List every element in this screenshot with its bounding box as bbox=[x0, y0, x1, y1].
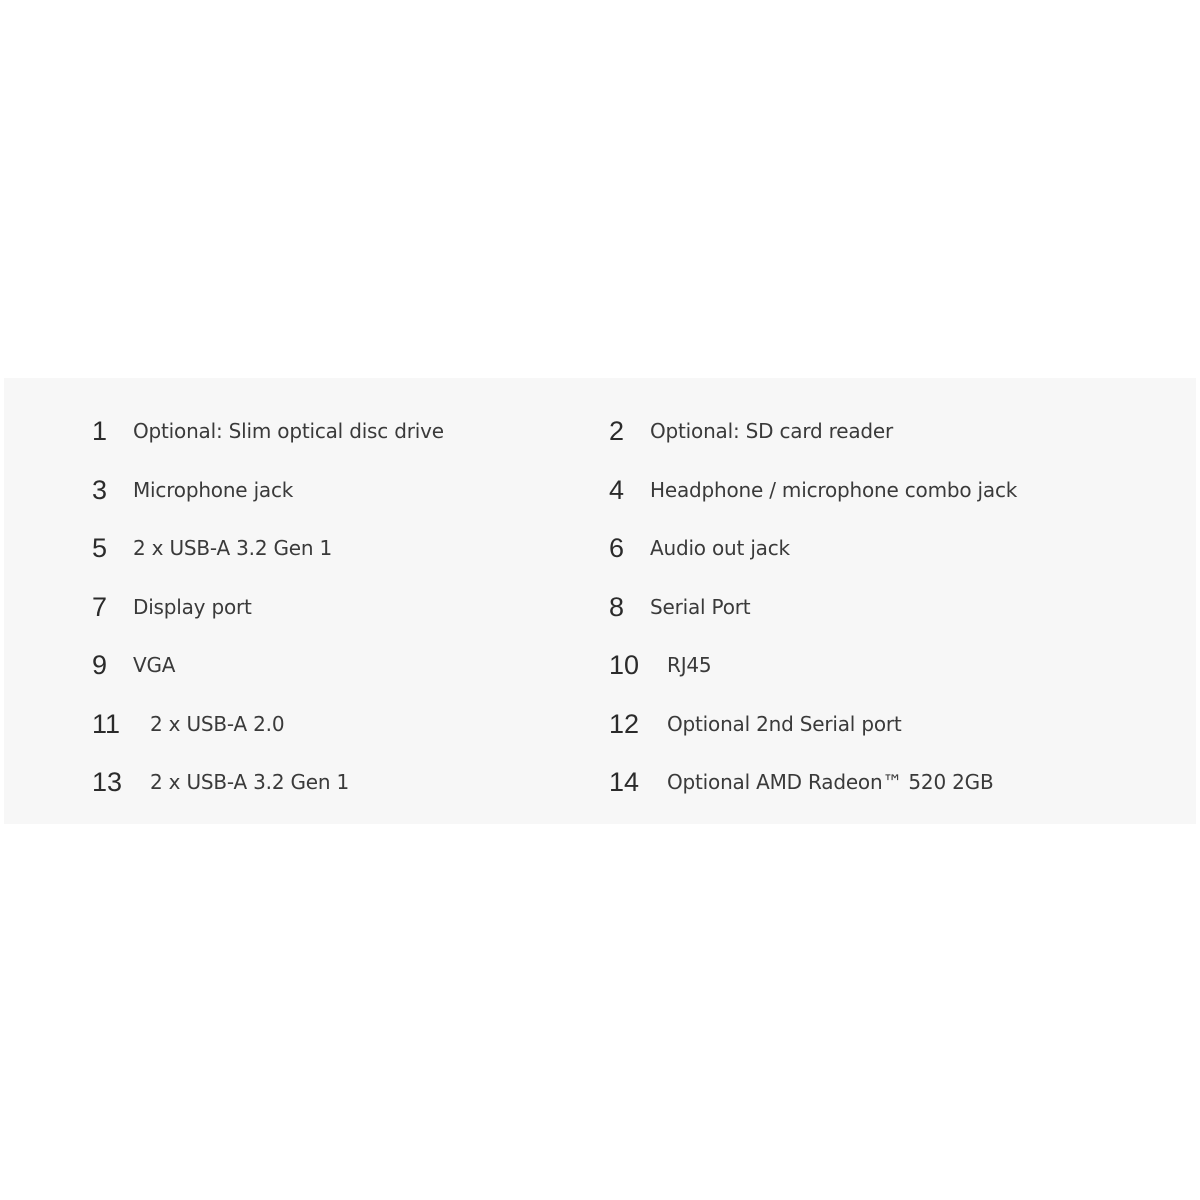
legend-item-9 bbox=[92, 645, 175, 685]
item-label: Optional 2nd Serial port bbox=[667, 712, 902, 736]
item-label: Serial Port bbox=[650, 595, 751, 619]
port-legend-panel bbox=[4, 378, 1196, 824]
item-label: Audio out jack bbox=[650, 536, 790, 560]
item-label: Optional AMD Radeon™ 520 2GB bbox=[667, 770, 994, 794]
item-number: 5 bbox=[92, 532, 108, 563]
item-number: 1 bbox=[92, 415, 108, 446]
item-number: 12 bbox=[609, 708, 640, 739]
item-label: Microphone jack bbox=[133, 478, 294, 502]
legend-item-3 bbox=[92, 470, 293, 510]
item-label: 2 x USB-A 3.2 Gen 1 bbox=[133, 536, 333, 560]
item-number: 11 bbox=[92, 708, 121, 739]
item-number: 7 bbox=[92, 591, 108, 622]
legend-item-1 bbox=[92, 411, 444, 451]
item-label: Optional: SD card reader bbox=[650, 419, 894, 443]
item-number: 4 bbox=[609, 474, 625, 505]
item-number: 13 bbox=[92, 766, 123, 797]
legend-item-10 bbox=[609, 645, 711, 685]
legend-item-5 bbox=[92, 528, 332, 568]
item-number: 14 bbox=[609, 766, 640, 797]
item-label: VGA bbox=[133, 653, 176, 677]
legend-item-14 bbox=[609, 762, 993, 802]
item-number: 6 bbox=[609, 532, 625, 563]
legend-item-6 bbox=[609, 528, 790, 568]
item-number: 9 bbox=[92, 649, 108, 680]
item-number: 10 bbox=[609, 649, 640, 680]
legend-item-2 bbox=[609, 411, 893, 451]
legend-item-13 bbox=[92, 762, 349, 802]
item-label: RJ45 bbox=[667, 653, 712, 677]
legend-item-11 bbox=[92, 704, 284, 744]
item-label: 2 x USB-A 3.2 Gen 1 bbox=[150, 770, 350, 794]
item-label: Optional: Slim optical disc drive bbox=[133, 419, 444, 443]
item-number: 8 bbox=[609, 591, 625, 622]
item-label: Display port bbox=[133, 595, 252, 619]
item-label: Headphone / microphone combo jack bbox=[650, 478, 1018, 502]
legend-item-4 bbox=[609, 470, 1017, 510]
legend-item-7 bbox=[92, 587, 252, 627]
item-label: 2 x USB-A 2.0 bbox=[150, 712, 285, 736]
item-number: 2 bbox=[609, 415, 625, 446]
legend-item-12 bbox=[609, 704, 902, 744]
legend-item-8 bbox=[609, 587, 750, 627]
item-number: 3 bbox=[92, 474, 108, 505]
